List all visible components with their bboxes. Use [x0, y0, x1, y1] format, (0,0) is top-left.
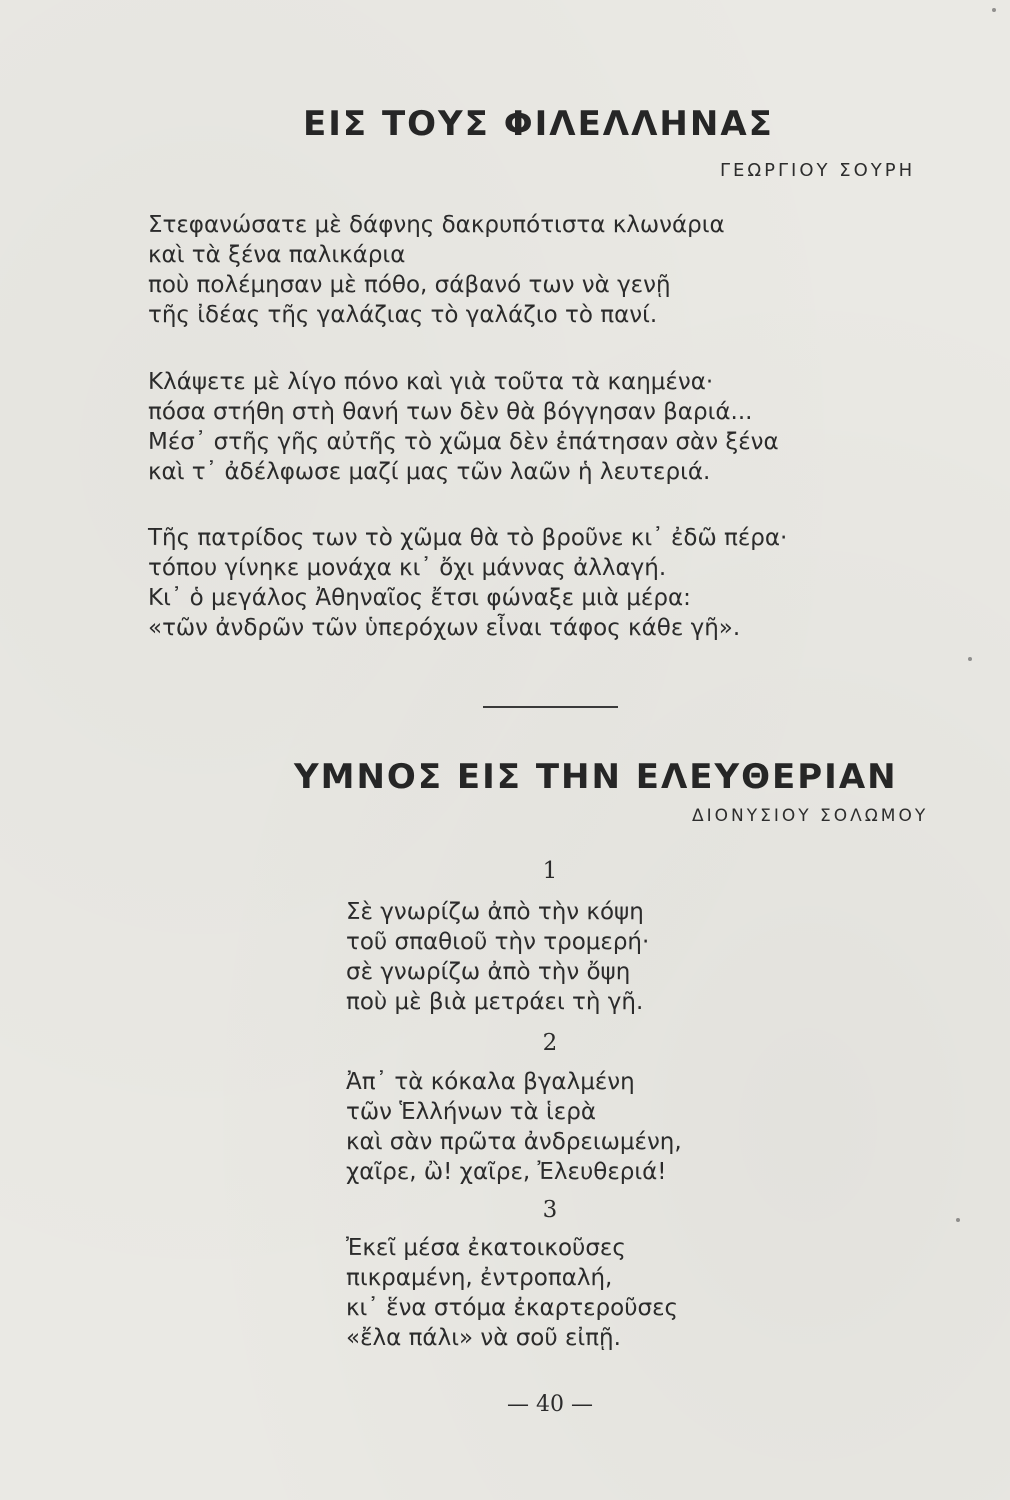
- stanza: [148, 523, 787, 643]
- verse-line: τοῦ σπαθιοῦ τὴν τρομερή·: [346, 929, 650, 955]
- verse-line: Μέσ᾽ στῆς γῆς αὐτῆς τὸ χῶμα δὲν ἐπάτησαν σὰν ξένα: [148, 429, 779, 455]
- verse-line: Στεφανώσατε μὲ δάφνης δακρυπότιστα κλωνάρια: [148, 212, 725, 238]
- stanza: [346, 1067, 682, 1187]
- verse-line: καὶ τὰ ξένα παλικάρια: [148, 242, 406, 268]
- verse-line: ποὺ πολέμησαν μὲ πόθο, σάβανό των νὰ γενῇ: [148, 272, 671, 298]
- verse-line: σὲ γνωρίζω ἀπὸ τὴν ὄψη: [346, 959, 631, 985]
- stanza-number: 2: [542, 1030, 558, 1056]
- verse-line: Ἐκεῖ μέσα ἐκατοικοῦσες: [346, 1235, 626, 1261]
- print-speck: [992, 8, 996, 12]
- verse-line: κι᾽ ἕνα στόμα ἐκαρτεροῦσες: [346, 1295, 679, 1321]
- verse-line: «τῶν ἀνδρῶν τῶν ὑπερόχων εἶναι τάφος κάθε γῆ».: [148, 615, 741, 641]
- verse-line: Τῆς πατρίδος των τὸ χῶμα θὰ τὸ βροῦνε κι᾽ ἐδῶ πέρα·: [148, 525, 788, 551]
- verse-line: Σὲ γνωρίζω ἀπὸ τὴν κόψη: [346, 899, 644, 925]
- stanza: [346, 897, 649, 1017]
- stanza: [148, 210, 725, 330]
- verse-line: πικραμένη, ἐντροπαλή,: [346, 1265, 613, 1291]
- verse-line: Κι᾽ ὁ μεγάλος Ἀθηναῖος ἔτσι φώναξε μιὰ μέρα:: [148, 585, 691, 611]
- section-divider: [483, 706, 618, 708]
- verse-line: «ἔλα πάλι» νὰ σοῦ εἰπῇ.: [346, 1325, 621, 1351]
- poem-title: ΕΙΣ ΤΟΥΣ ΦΙΛΕΛΛΗΝΑΣ: [303, 104, 774, 144]
- verse-line: καὶ τ᾽ ἀδέλφωσε μαζί μας τῶν λαῶν ἡ λευτεριά.: [148, 459, 711, 485]
- stanza: [346, 1233, 678, 1353]
- page-number: — 40 —: [507, 1392, 593, 1417]
- poem-author: ΔΙΟΝΥΣΙΟΥ ΣΟΛΩΜΟΥ: [692, 806, 929, 826]
- print-speck: [968, 657, 972, 661]
- verse-line: πόσα στήθη στὴ θανή των δὲν θὰ βόγγησαν βαριά...: [148, 399, 753, 425]
- verse-line: Ἀπ᾽ τὰ κόκαλα βγαλμένη: [346, 1069, 635, 1095]
- verse-line: Κλάψετε μὲ λίγο πόνο καὶ γιὰ τοῦτα τὰ καημένα·: [148, 369, 714, 395]
- verse-line: χαῖρε, ὢ! χαῖρε, Ἐλευθεριά!: [346, 1159, 667, 1185]
- stanza-number: 3: [542, 1197, 558, 1223]
- verse-line: τῆς ἰδέας τῆς γαλάζιας τὸ γαλάζιο τὸ πανί.: [148, 302, 658, 328]
- verse-line: τόπου γίνηκε μονάχα κι᾽ ὄχι μάννας ἀλλαγή.: [148, 555, 667, 581]
- verse-line: καὶ σὰν πρῶτα ἀνδρειωμένη,: [346, 1129, 682, 1155]
- stanza-number: 1: [542, 858, 558, 884]
- poem-author: ΓΕΩΡΓΙΟΥ ΣΟΥΡΗ: [720, 160, 916, 181]
- verse-line: ποὺ μὲ βιὰ μετράει τὴ γῆ.: [346, 989, 644, 1015]
- stanza: [148, 367, 779, 487]
- poem-title: ΥΜΝΟΣ ΕΙΣ ΤΗΝ ΕΛΕΥΘΕΡΙΑΝ: [294, 757, 898, 797]
- verse-line: τῶν Ἑλλήνων τὰ ἱερὰ: [346, 1099, 596, 1125]
- print-speck: [956, 1218, 960, 1222]
